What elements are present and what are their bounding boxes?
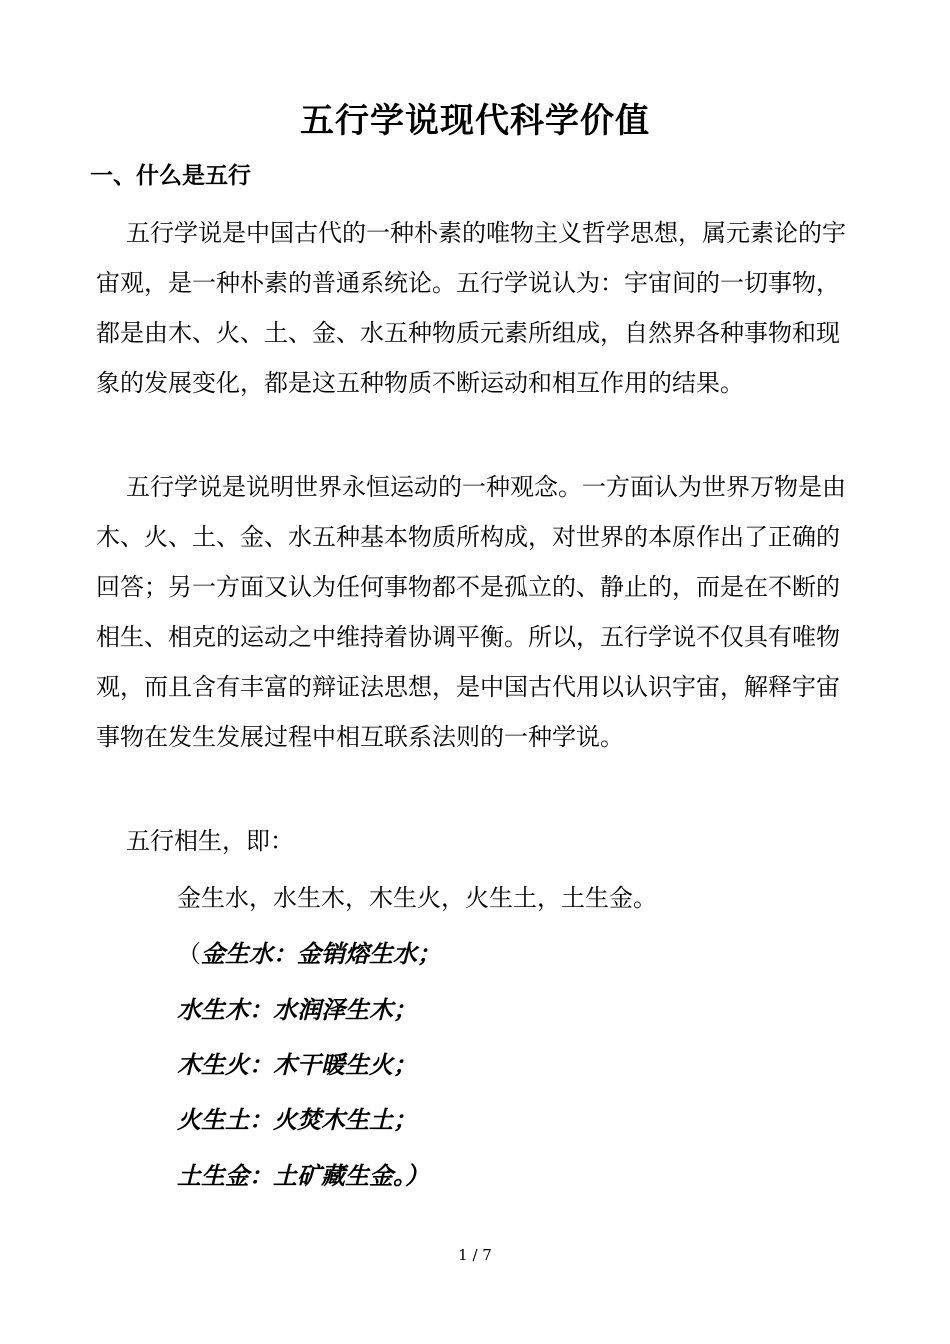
explanation-line-2: 水生木：水润泽生木； bbox=[177, 996, 417, 1024]
paragraph-1: 五行学说是中国古代的一种朴素的唯物主义哲学思想，属元素论的宇宙观，是一种朴素的普通系统论。五行学说认为：宇宙间的一切事物，都是由木、火、土、金、水五种物质元素所组成，自然界各种事物和现象的发展变化，都是这五种物质不断运动和相互作用的结果。 bbox=[96, 219, 846, 397]
explanation-text-1: 金生水：金销熔生水； bbox=[201, 940, 441, 968]
explanation-line-4: 火生土：火焚木生土； bbox=[177, 1106, 417, 1134]
paragraph-3: 五行相生，即： bbox=[126, 827, 294, 855]
document-title: 五行学说现代科学价值 bbox=[300, 101, 650, 141]
paragraph-2: 五行学说是说明世界永恒运动的一种观念。一方面认为世界万物是由木、火、土、金、水五种基本物质所构成，对世界的本原作出了正确的回答；另一方面又认为任何事物都不是孤立的、静止的，而是在不断的相生、相克的运动之中维持着协调平衡。所以，五行学说不仅具有唯物观，而且含有丰富的辩证法思想，是中国古代用以认识宇宙，解释宇宙事物在发生发展过程中相互联系法则的一种学说。 bbox=[96, 473, 846, 751]
explanation-line-5: 土生金：土矿藏生金。） bbox=[177, 1162, 429, 1190]
open-paren: （ bbox=[177, 940, 201, 968]
page-number: 1 / 7 bbox=[458, 1246, 492, 1264]
explanation-line-1 bbox=[177, 934, 441, 974]
generation-sequence: 金生水，水生木，木生火，火生土，土生金。 bbox=[177, 884, 657, 912]
explanation-line-3: 木生火：木干暖生火； bbox=[177, 1051, 417, 1079]
section-heading: 一、什么是五行 bbox=[90, 163, 251, 189]
